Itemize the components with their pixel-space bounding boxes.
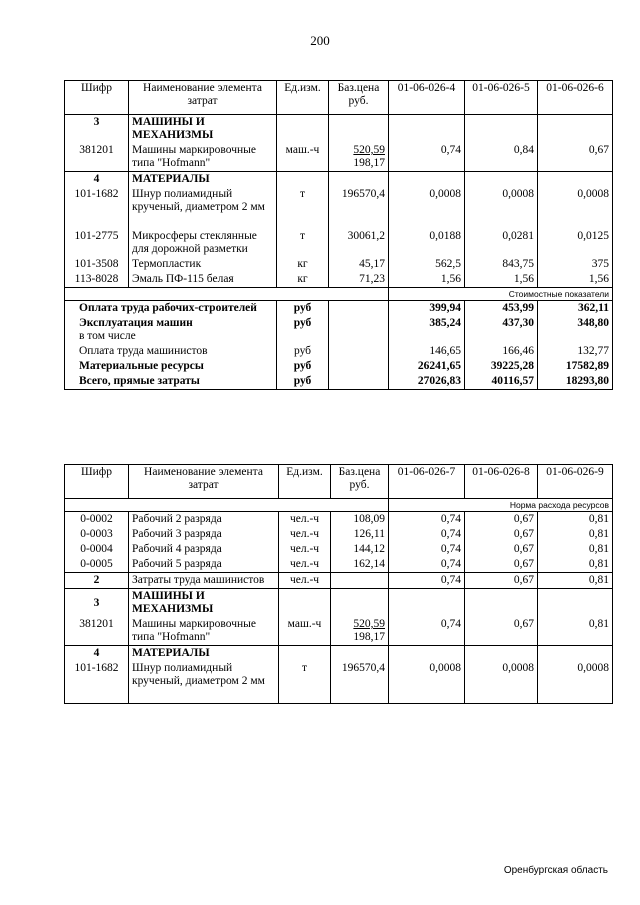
cost-value-3: 362,11 bbox=[538, 301, 613, 317]
row-value-3: 0,67 bbox=[538, 143, 613, 172]
table-row bbox=[65, 257, 613, 272]
cost-label: Всего, прямые затраты bbox=[65, 374, 277, 390]
row-value-2: 0,0008 bbox=[465, 187, 538, 229]
row-value-3: 0,81 bbox=[538, 512, 613, 528]
cost-unit: руб bbox=[277, 344, 329, 359]
norm-note: Норма расхода ресурсов bbox=[389, 499, 613, 512]
resource-table-1 bbox=[64, 80, 613, 390]
row-code: 0-0003 bbox=[65, 527, 129, 542]
row-name: Затраты труда машинистов bbox=[129, 573, 279, 589]
cost-value-2: 39225,28 bbox=[465, 359, 538, 374]
cost-value-2: 40116,57 bbox=[465, 374, 538, 390]
row-value-1: 0,74 bbox=[389, 527, 465, 542]
cost-label: Материальные ресурсы bbox=[65, 359, 277, 374]
row-code: 381201 bbox=[65, 617, 129, 646]
row-value-3: 0,81 bbox=[538, 573, 613, 589]
cost-value-1: 399,94 bbox=[389, 301, 465, 317]
row-unit: маш.-ч bbox=[279, 617, 331, 646]
section-row bbox=[65, 646, 613, 662]
row-name: Рабочий 5 разряда bbox=[129, 557, 279, 573]
cost-label: Оплата труда рабочих-строителей bbox=[65, 301, 277, 317]
table-row bbox=[65, 512, 613, 528]
row-price: 144,12 bbox=[331, 542, 389, 557]
row-price: 108,09 bbox=[331, 512, 389, 528]
row-value-1: 562,5 bbox=[389, 257, 465, 272]
cost-note: Стоимостные показатели bbox=[389, 288, 613, 301]
row-value-2: 843,75 bbox=[465, 257, 538, 272]
cost-value-1: 27026,83 bbox=[389, 374, 465, 390]
row-unit: чел.-ч bbox=[279, 542, 331, 557]
cost-value-3: 18293,80 bbox=[538, 374, 613, 390]
row-price: 126,11 bbox=[331, 527, 389, 542]
row-price: 162,14 bbox=[331, 557, 389, 573]
row-unit: т bbox=[279, 661, 331, 703]
row-value-1: 0,0008 bbox=[389, 187, 465, 229]
row-value-3: 0,0008 bbox=[538, 187, 613, 229]
row-value-2: 0,67 bbox=[465, 557, 538, 573]
cost-unit: руб bbox=[277, 359, 329, 374]
row-value-2: 0,0008 bbox=[465, 661, 538, 703]
table-row bbox=[65, 557, 613, 573]
row-name: Эмаль ПФ-115 белая bbox=[129, 272, 277, 288]
cost-unit: руб bbox=[277, 301, 329, 317]
row-name: Рабочий 2 разряда bbox=[129, 512, 279, 528]
section-title: МАТЕРИАЛЫ bbox=[129, 646, 279, 662]
row-value-1: 0,74 bbox=[389, 143, 465, 172]
col-header-code: Шифр bbox=[65, 81, 129, 115]
col-header-name: Наименование элемента затрат bbox=[129, 81, 277, 115]
cost-unit: руб bbox=[277, 316, 329, 344]
table-row bbox=[65, 617, 613, 646]
section-row bbox=[65, 589, 613, 618]
cost-label: Оплата труда машинистов bbox=[65, 344, 277, 359]
row-value-2: 0,67 bbox=[465, 512, 538, 528]
row-unit: кг bbox=[277, 272, 329, 288]
table-row bbox=[65, 143, 613, 172]
row-value-1: 0,0188 bbox=[389, 229, 465, 257]
col-header-name: Наименование элемента затрат bbox=[129, 465, 279, 499]
row-value-1: 0,74 bbox=[389, 557, 465, 573]
col-header-1: 01-06-026-7 bbox=[389, 465, 465, 499]
row-name: Термопластик bbox=[129, 257, 277, 272]
row-value-1: 0,74 bbox=[389, 512, 465, 528]
cost-value-2: 453,99 bbox=[465, 301, 538, 317]
cost-label: Эксплуатация машин в том числе bbox=[65, 316, 277, 344]
cost-row bbox=[65, 301, 613, 317]
row-value-3: 1,56 bbox=[538, 272, 613, 288]
row-value-3: 0,81 bbox=[538, 527, 613, 542]
row-price: 520,59 198,17 bbox=[331, 617, 389, 646]
section-title: МАТЕРИАЛЫ bbox=[129, 172, 277, 188]
norm-note-row bbox=[65, 499, 613, 512]
row-code: 0-0002 bbox=[65, 512, 129, 528]
row-unit: кг bbox=[277, 257, 329, 272]
row-value-2: 0,67 bbox=[465, 617, 538, 646]
cost-value-2: 166,46 bbox=[465, 344, 538, 359]
row-unit: т bbox=[277, 229, 329, 257]
row-code: 101-1682 bbox=[65, 187, 129, 229]
row-code: 101-3508 bbox=[65, 257, 129, 272]
row-value-2: 0,67 bbox=[465, 542, 538, 557]
col-header-price: Баз.цена руб. bbox=[329, 81, 389, 115]
cost-row bbox=[65, 374, 613, 390]
row-value-1: 0,0008 bbox=[389, 661, 465, 703]
cost-note-row bbox=[65, 288, 613, 301]
row-unit: маш.-ч bbox=[277, 143, 329, 172]
row-value-2: 1,56 bbox=[465, 272, 538, 288]
col-header-2: 01-06-026-5 bbox=[465, 81, 538, 115]
row-name: Рабочий 3 разряда bbox=[129, 527, 279, 542]
row-price: 30061,2 bbox=[329, 229, 389, 257]
cost-value-3: 348,80 bbox=[538, 316, 613, 344]
row-value-2: 0,67 bbox=[465, 527, 538, 542]
col-header-3: 01-06-026-9 bbox=[538, 465, 613, 499]
table-row bbox=[65, 573, 613, 589]
cost-unit: руб bbox=[277, 374, 329, 390]
region-footer: Оренбургская область bbox=[503, 865, 608, 876]
row-value-3: 0,81 bbox=[538, 542, 613, 557]
table-header bbox=[65, 81, 613, 115]
row-code: 101-2775 bbox=[65, 229, 129, 257]
row-name: Машины маркировочные типа "Hofmann" bbox=[129, 143, 277, 172]
cost-value-2: 437,30 bbox=[465, 316, 538, 344]
row-price: 45,17 bbox=[329, 257, 389, 272]
row-code: 381201 bbox=[65, 143, 129, 172]
row-name: Микросферы стеклянные для дорожной разметки bbox=[129, 229, 277, 257]
table-row bbox=[65, 272, 613, 288]
col-header-3: 01-06-026-6 bbox=[538, 81, 613, 115]
row-value-1: 0,74 bbox=[389, 573, 465, 589]
cost-value-3: 132,77 bbox=[538, 344, 613, 359]
cost-value-1: 146,65 bbox=[389, 344, 465, 359]
row-price: 71,23 bbox=[329, 272, 389, 288]
row-unit: чел.-ч bbox=[279, 527, 331, 542]
table-row bbox=[65, 527, 613, 542]
row-value-3: 0,0008 bbox=[538, 661, 613, 703]
section-title: МАШИНЫ И МЕХАНИЗМЫ bbox=[129, 115, 277, 144]
col-header-price: Баз.цена руб. bbox=[331, 465, 389, 499]
table-row bbox=[65, 229, 613, 257]
section-row bbox=[65, 172, 613, 188]
table-row bbox=[65, 542, 613, 557]
row-value-1: 0,74 bbox=[389, 617, 465, 646]
row-name: Шнур полиамидный крученый, диаметром 2 мм bbox=[129, 187, 277, 229]
row-code: 113-8028 bbox=[65, 272, 129, 288]
row-name: Шнур полиамидный крученый, диаметром 2 мм bbox=[129, 661, 279, 703]
resource-table-2 bbox=[64, 464, 613, 704]
row-unit: чел.-ч bbox=[279, 573, 331, 589]
row-value-3: 0,81 bbox=[538, 557, 613, 573]
row-unit: чел.-ч bbox=[279, 557, 331, 573]
cost-value-1: 385,24 bbox=[389, 316, 465, 344]
section-row bbox=[65, 115, 613, 144]
col-header-code: Шифр bbox=[65, 465, 129, 499]
section-number: 2 bbox=[65, 573, 129, 589]
cost-row bbox=[65, 344, 613, 359]
cost-row bbox=[65, 316, 613, 344]
cost-value-3: 17582,89 bbox=[538, 359, 613, 374]
row-value-3: 375 bbox=[538, 257, 613, 272]
row-price: 520,59 198,17 bbox=[329, 143, 389, 172]
row-value-3: 0,81 bbox=[538, 617, 613, 646]
section-number: 4 bbox=[65, 646, 129, 662]
row-code: 0-0005 bbox=[65, 557, 129, 573]
cost-row bbox=[65, 359, 613, 374]
row-value-1: 1,56 bbox=[389, 272, 465, 288]
row-name: Машины маркировочные типа "Hofmann" bbox=[129, 617, 279, 646]
row-unit: т bbox=[277, 187, 329, 229]
row-value-2: 0,67 bbox=[465, 573, 538, 589]
section-number: 3 bbox=[65, 589, 129, 618]
row-price: 196570,4 bbox=[331, 661, 389, 703]
section-number: 3 bbox=[65, 115, 129, 144]
table-row bbox=[65, 187, 613, 229]
row-value-3: 0,0125 bbox=[538, 229, 613, 257]
row-value-2: 0,0281 bbox=[465, 229, 538, 257]
table-row bbox=[65, 661, 613, 703]
col-header-unit: Ед.изм. bbox=[277, 81, 329, 115]
col-header-1: 01-06-026-4 bbox=[389, 81, 465, 115]
page-number: 200 bbox=[310, 33, 330, 48]
table-header bbox=[65, 465, 613, 499]
section-title: МАШИНЫ И МЕХАНИЗМЫ bbox=[129, 589, 279, 618]
row-value-1: 0,74 bbox=[389, 542, 465, 557]
row-code: 0-0004 bbox=[65, 542, 129, 557]
col-header-2: 01-06-026-8 bbox=[465, 465, 538, 499]
section-number: 4 bbox=[65, 172, 129, 188]
col-header-unit: Ед.изм. bbox=[279, 465, 331, 499]
cost-value-1: 26241,65 bbox=[389, 359, 465, 374]
row-code: 101-1682 bbox=[65, 661, 129, 703]
row-name: Рабочий 4 разряда bbox=[129, 542, 279, 557]
row-value-2: 0,84 bbox=[465, 143, 538, 172]
row-price: 196570,4 bbox=[329, 187, 389, 229]
row-unit: чел.-ч bbox=[279, 512, 331, 528]
